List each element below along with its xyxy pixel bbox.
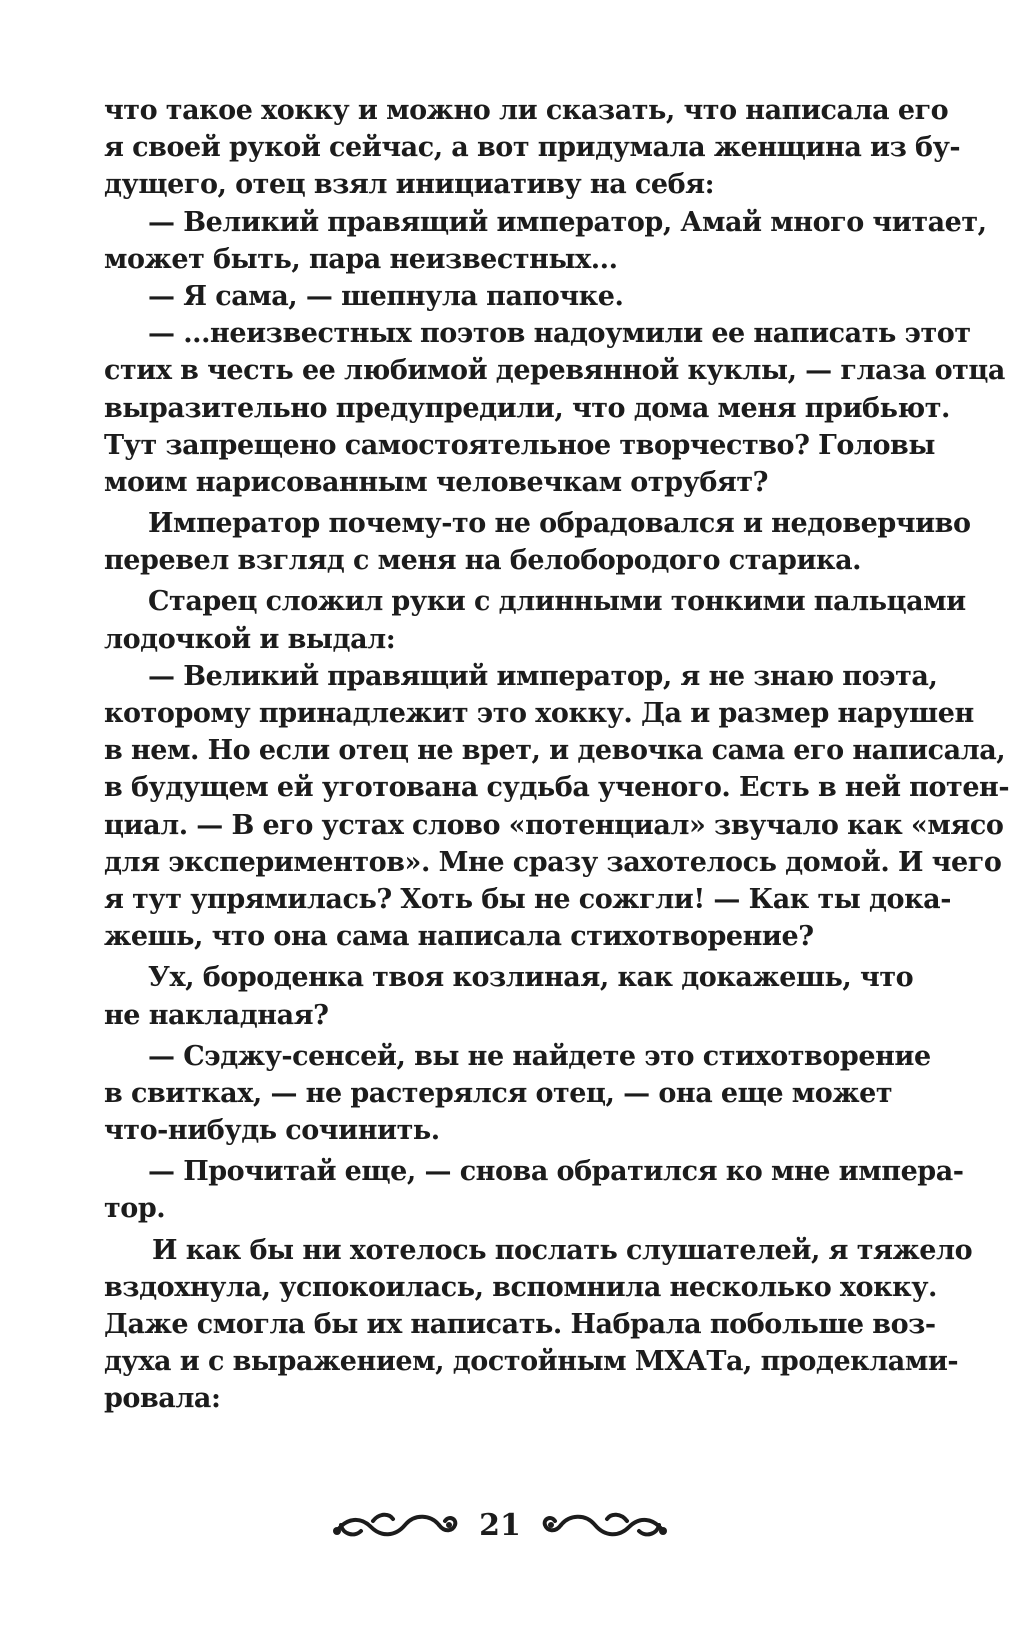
text-line: — Великий правящий император, Амай много читает, [148, 206, 987, 238]
text-line: жешь, что она сама написала стихотворение? [104, 921, 814, 953]
text-line: Старец сложил руки с длинными тонкими пальцами [148, 586, 966, 618]
text-line: ровала: [104, 1383, 221, 1415]
body-text [104, 92, 1009, 1418]
text-line: стих в честь ее любимой деревянной куклы, — глаза отца [104, 355, 1005, 387]
text-line: — Прочитай еще, — снова обратился ко мне импера- [148, 1156, 964, 1188]
text-line: что-нибудь сочинить. [104, 1115, 440, 1147]
flourish-ornament-right-icon [539, 1507, 669, 1543]
text-line: — Великий правящий император, я не знаю поэта, [148, 660, 938, 692]
text-line: может быть, пара неизвестных... [104, 243, 618, 275]
text-line: циал. — В его устах слово «потенциал» звучало как «мясо [104, 809, 1004, 841]
text-line: моим нарисованным человечкам отрубят? [104, 466, 769, 498]
text-line: я своей рукой сейчас, а вот придумала женщина из бу- [104, 132, 961, 164]
text-line: не накладная? [104, 999, 329, 1031]
text-line: — ...неизвестных поэтов надоумили ее написать этот [148, 318, 971, 350]
page-number: 21 [479, 1507, 521, 1543]
text-line: вздохнула, успокоилась, вспомнила несколько хокку. [104, 1271, 937, 1303]
text-line: в свитках, — не растерялся отец, — она еще может [104, 1077, 893, 1109]
text-line: духа и с выражением, достойным МХАТа, продеклами- [104, 1346, 959, 1378]
flourish-ornament-left-icon [331, 1507, 461, 1543]
page-footer [0, 1500, 1000, 1550]
text-line: выразительно предупредили, что дома меня прибьют. [104, 392, 950, 424]
page-body [104, 92, 1009, 1432]
text-line: в нем. Но если отец не врет, и девочка сама его написала, [104, 735, 1006, 767]
text-line: Ух, бороденка твоя козлиная, как докажешь, что [148, 962, 914, 994]
text-line: Тут запрещено самостоятельное творчество? Головы [104, 429, 935, 461]
text-line: — Я сама, — шепнула папочке. [148, 280, 624, 312]
text-line: — Сэджу-сенсей, вы не найдете это стихотворение [148, 1040, 931, 1072]
text-line: я тут упрямилась? Хоть бы не сожгли! — Как ты дока- [104, 883, 951, 915]
text-line: Император почему-то не обрадовался и недоверчиво [148, 508, 971, 540]
text-line: в будущем ей уготована судьба ученого. Есть в ней потен- [104, 772, 1009, 804]
text-line: перевел взгляд с меня на белобородого старика. [104, 545, 862, 577]
text-line: Даже смогла бы их написать. Набрала побольше воз- [104, 1309, 936, 1340]
text-line: что такое хокку и можно ли сказать, что написала его [104, 95, 949, 126]
text-line: И как бы ни хотелось послать слушателей, я тяжело [152, 1234, 973, 1266]
text-line: которому принадлежит это хокку. Да и размер нарушен [104, 698, 974, 729]
text-line: дущего, отец взял инициативу на себя: [104, 169, 715, 201]
text-line: для экспериментов». Мне сразу захотелось домой. И чего [104, 846, 1002, 878]
text-line: тор. [104, 1193, 166, 1225]
text-line: лодочкой и выдал: [104, 623, 396, 655]
